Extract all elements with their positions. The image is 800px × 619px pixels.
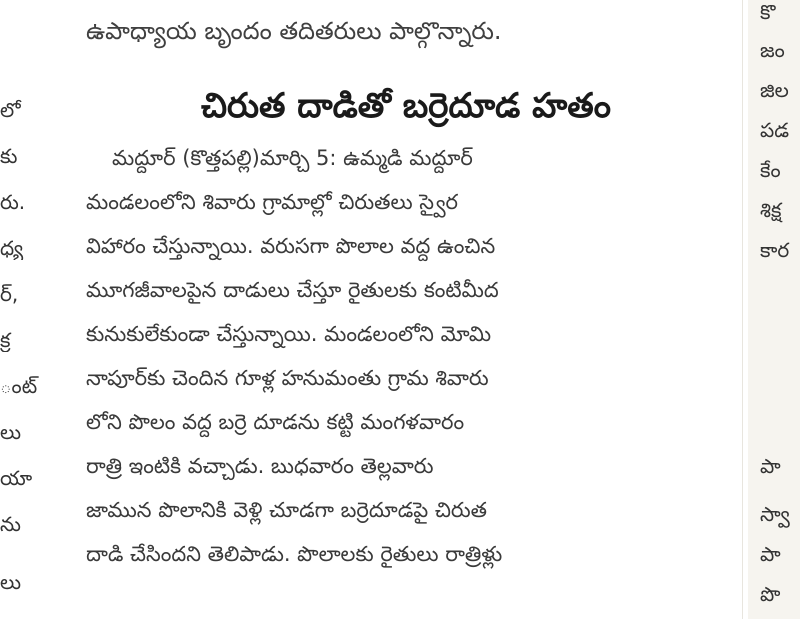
article-body-line: మూగజీవాలపైన దాడులు చేస్తూ రైతులకు కంటిమీద [86,278,499,302]
article-body-line: కునుకులేకుండా చేస్తున్నాయి. మండలంలోని మోమి [86,322,492,346]
center-column [76,0,736,619]
left-column-line: క్ర [0,328,11,352]
left-column-line: ంట్ [0,374,38,398]
right-column-line: పా [760,454,781,478]
left-column-line: లు [0,420,22,444]
left-column-line: రు. [0,190,26,214]
right-column-line: కేం [760,158,781,182]
left-column-line: కు [0,144,18,168]
left-column-line: ను [0,512,21,536]
right-column-line: పడ [760,118,790,142]
article-body-line: మండలంలోని శివారు గ్రామాల్లో చిరుతలు స్వైర [86,190,459,214]
right-column-line: పా [760,542,781,566]
article-body-line: రాత్రి ఇంటికి వచ్చాడు. బుధవారం తెల్లవారు [86,454,434,478]
left-column-line: లో [0,98,21,122]
left-column-line: ర్, [0,282,19,306]
right-column-fragment [748,0,800,619]
article-headline: చిరుత దాడితో బర్రెదూడ హతం [201,86,611,126]
column-divider [742,0,743,619]
left-column-line: ధ్య [0,236,24,260]
article-body-line: విహారం చేస్తున్నాయి. వరుసగా పొలాల వద్ద ఉంచిన [86,234,496,258]
article-body-line: జామున పొలానికి వెళ్లి చూడగా బర్రెదూడపై చిరుత [86,498,487,522]
article-body-line: నాపూర్‌కు చెందిన గూళ్ల హనుమంతు గ్రామ శివారు [86,366,489,390]
right-column-line: జం [760,38,785,62]
left-column-line: లు [0,570,22,594]
article-body-line: మద్దూర్ (కొత్తపల్లి)మార్చి 5: ఉమ్మడి మద్దూర్ [112,146,473,170]
right-column-line: జిల [760,78,789,102]
right-column-line: కార [760,238,790,262]
article-body-line: లోని పొలం వద్ద బర్రె దూడను కట్టి మంగళవారం [86,410,465,434]
previous-article-tail: ఉపాధ్యాయ బృందం తదితరులు పాల్గొన్నారు. [86,17,502,45]
right-column-line: స్వా [760,502,790,526]
article-body-line: దాడి చేసిందని తెలిపాడు. పొలాలకు రైతులు రాత్రిళ్లు [86,542,503,566]
right-column-line: పొ [760,582,781,606]
left-column-line: యా [0,466,33,490]
left-column-fragment [0,0,74,619]
right-column-line: కొ [760,0,776,24]
right-column-line: శిక్ష [760,198,782,222]
